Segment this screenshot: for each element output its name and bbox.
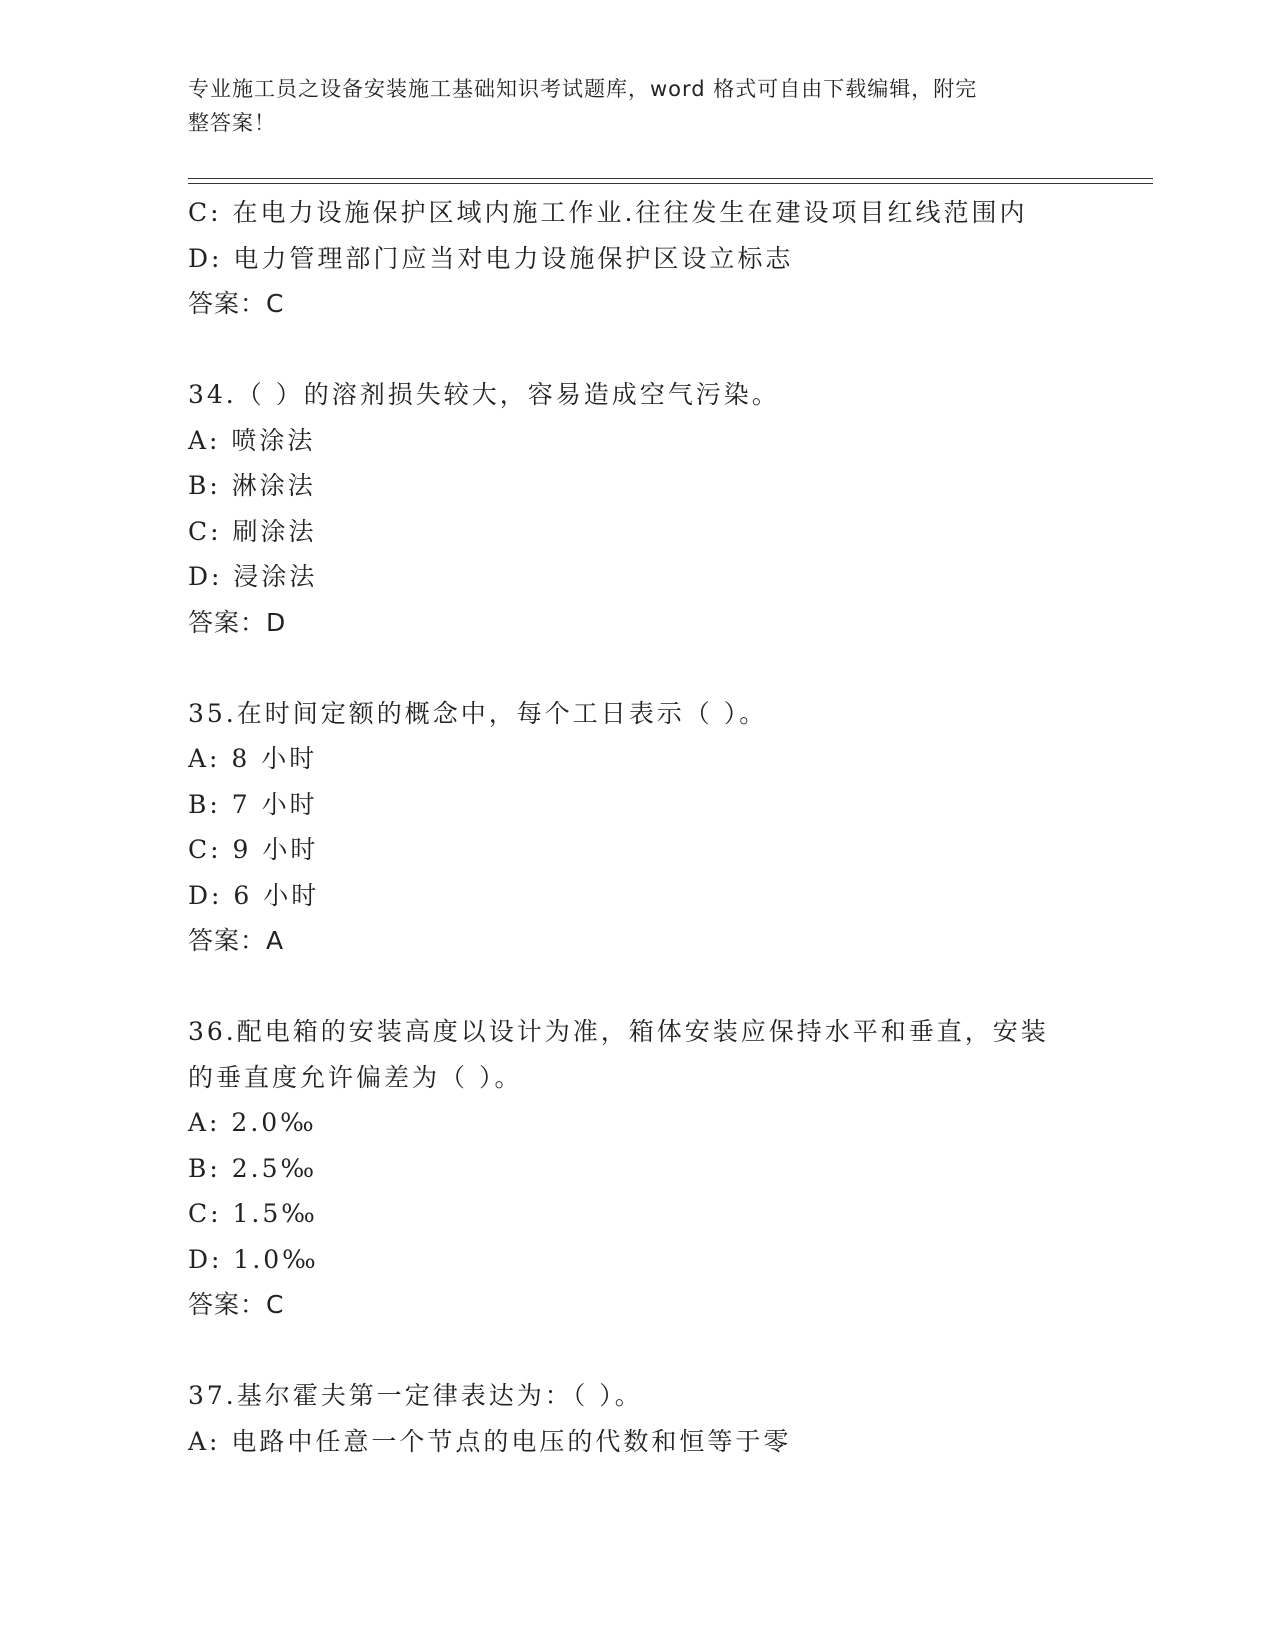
option-b: B: 2.5‰ — [188, 1153, 318, 1183]
question-list — [188, 190, 1148, 1464]
spacer — [188, 327, 1148, 373]
answer: 答案：C — [188, 289, 285, 318]
question-36 — [188, 1009, 1148, 1328]
spacer — [188, 964, 1148, 1010]
option-c: C: 刷涂法 — [188, 516, 317, 546]
option-c: C: 1.5‰ — [188, 1199, 318, 1228]
option-a: A: 2.0‰ — [188, 1108, 317, 1137]
option-d: D: 浸涂法 — [188, 562, 318, 591]
option-c: C: 在电力设施保护区域内施工作业.往往发生在建设项目红线范围内 — [188, 198, 1028, 227]
option-d: D: 6 小时 — [188, 880, 320, 910]
question-text: 37.基尔霍夫第一定律表达为：（ ）。 — [188, 1381, 643, 1410]
question-37 — [188, 1373, 1148, 1464]
option-b: B: 7 小时 — [188, 789, 318, 819]
spacer — [188, 1328, 1148, 1374]
option-c: C: 9 小时 — [188, 835, 319, 864]
option-a: A: 喷涂法 — [188, 425, 316, 455]
header-line-2: 整答案！ — [188, 111, 276, 135]
question-text-line-1: 36.配电箱的安装高度以设计为准，箱体安装应保持水平和垂直，安装 — [188, 1017, 1049, 1046]
answer: 答案：A — [188, 926, 285, 955]
question-text: 35.在时间定额的概念中，每个工日表示（ ）。 — [188, 698, 768, 728]
question-33 — [188, 190, 1148, 327]
answer: 答案：C — [188, 1290, 285, 1319]
header-divider-top — [188, 178, 1153, 179]
answer: 答案：D — [188, 607, 287, 637]
question-34 — [188, 372, 1148, 645]
document-header — [188, 72, 1068, 140]
question-text: 34.（ ）的溶剂损失较大，容易造成空气污染。 — [188, 380, 780, 409]
header-line-1: 专业施工员之设备安装施工基础知识考试题库，word 格式可自由下载编辑，附完 — [188, 77, 978, 101]
option-a: A: 8 小时 — [188, 744, 318, 773]
option-d: D: 电力管理部门应当对电力设施保护区设立标志 — [188, 243, 794, 273]
option-d: D: 1.0‰ — [188, 1244, 319, 1274]
question-35 — [188, 691, 1148, 964]
option-b: B: 淋涂法 — [188, 471, 316, 500]
option-a: A: 电路中任意一个节点的电压的代数和恒等于零 — [188, 1426, 792, 1456]
question-text-line-2: 的垂直度允许偏差为（ ）。 — [188, 1062, 523, 1092]
spacer — [188, 645, 1148, 691]
header-divider-bottom — [188, 183, 1153, 184]
